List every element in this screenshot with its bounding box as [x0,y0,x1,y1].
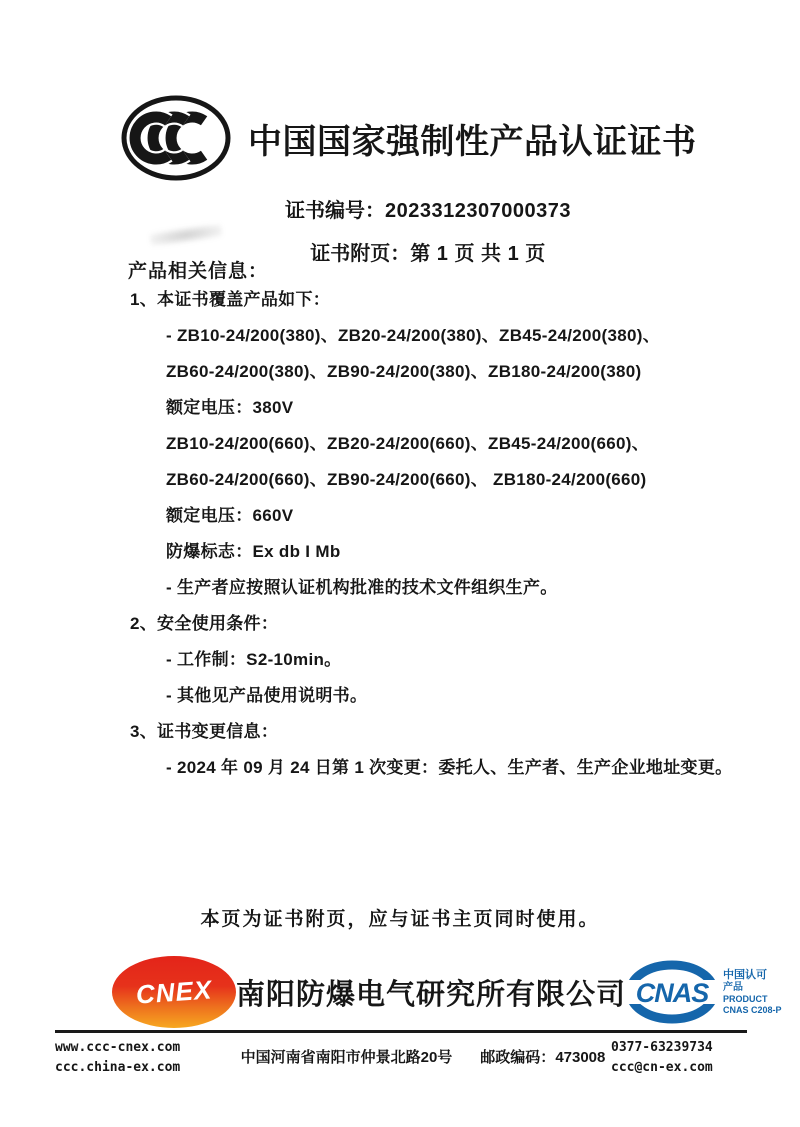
certificate-number: 2023312307000373 [385,200,571,222]
issuer-address: 中国河南省南阳市仲景北路20号 [240,1049,453,1066]
certificate-number-line [28,194,800,223]
website-url-1: www.ccc-cnex.com [55,1040,181,1055]
content-line: - 其他见产品使用说明书。 [166,685,368,705]
content-line: - ZB10-24/200(380)、ZB20-24/200(380)、ZB45-24/200(380)、 [166,325,661,345]
content-line: 1、本证书覆盖产品如下： [130,289,331,309]
certificate-page-info: 第 1 页 共 1 页 [410,243,546,265]
footer-contact [55,1038,747,1078]
header [120,94,697,182]
content-line: ZB60-24/200(660)、ZB90-24/200(660)、 ZB180-24/200(660) [166,469,647,489]
website-url-2: ccc.china-ex.com [55,1060,181,1075]
phone-number: 0377-63239734 [611,1040,713,1055]
issuer-phone-email [611,1038,747,1078]
attachment-note: 本页为证书附页，应与证书主页同时使用。 [200,909,600,930]
cnex-logo-label: CNEX [134,973,214,1010]
section-title: 产品相关信息： [128,261,269,282]
cnas-text-line: 中国认可 [723,968,768,981]
content-line: ZB10-24/200(660)、ZB20-24/200(660)、ZB45-24/200(660)、 [166,433,650,453]
issuer-name: 南阳防爆电气研究所有限公司 [236,978,627,1011]
footer-divider [55,1030,747,1033]
cnas-logo [626,960,782,1024]
postal-code: 473008 [555,1049,606,1066]
cnas-accreditation-text [723,969,782,1016]
ccc-mark-icon [120,94,232,182]
cnex-logo-icon [112,956,236,1028]
content-line: - 生产者应按照认证机构批准的技术文件组织生产。 [166,577,558,597]
certificate-body [130,279,770,783]
issuer-address-line [235,1038,611,1067]
content-line: 额定电压：380V [166,397,294,417]
cnas-logo-label: CNAS [635,978,709,1008]
content-line: 3、证书变更信息： [130,721,279,741]
issuer-websites [55,1038,235,1078]
footer-logos [112,952,782,1032]
cnas-text-line: PRODUCT [723,993,768,1004]
cnas-text-line: 产品 [723,981,744,993]
content-line: - 2024 年 09 月 24 日第 1 次变更：委托人、生产者、生产企业地址变更。 [166,757,733,777]
content-line: 防爆标志：Ex db I Mb [166,541,341,561]
postal-code-label: 邮政编码： [480,1049,556,1066]
cnas-text-line: CNAS C208-P [723,1004,782,1015]
content-line: ZB60-24/200(380)、ZB90-24/200(380)、ZB180-24/200(380) [166,361,642,381]
content-line: 额定电压：660V [166,505,294,525]
content-line: - 工作制：S2-10min。 [166,649,342,669]
content-line: 2、安全使用条件： [130,613,279,633]
cnas-mark-icon [626,960,718,1024]
email-address: ccc@cn-ex.com [611,1060,713,1075]
certificate-number-label: 证书编号： [285,200,386,222]
certificate-page-label: 证书附页： [310,243,411,265]
page-title: 中国国家强制性产品认证证书 [248,122,697,161]
